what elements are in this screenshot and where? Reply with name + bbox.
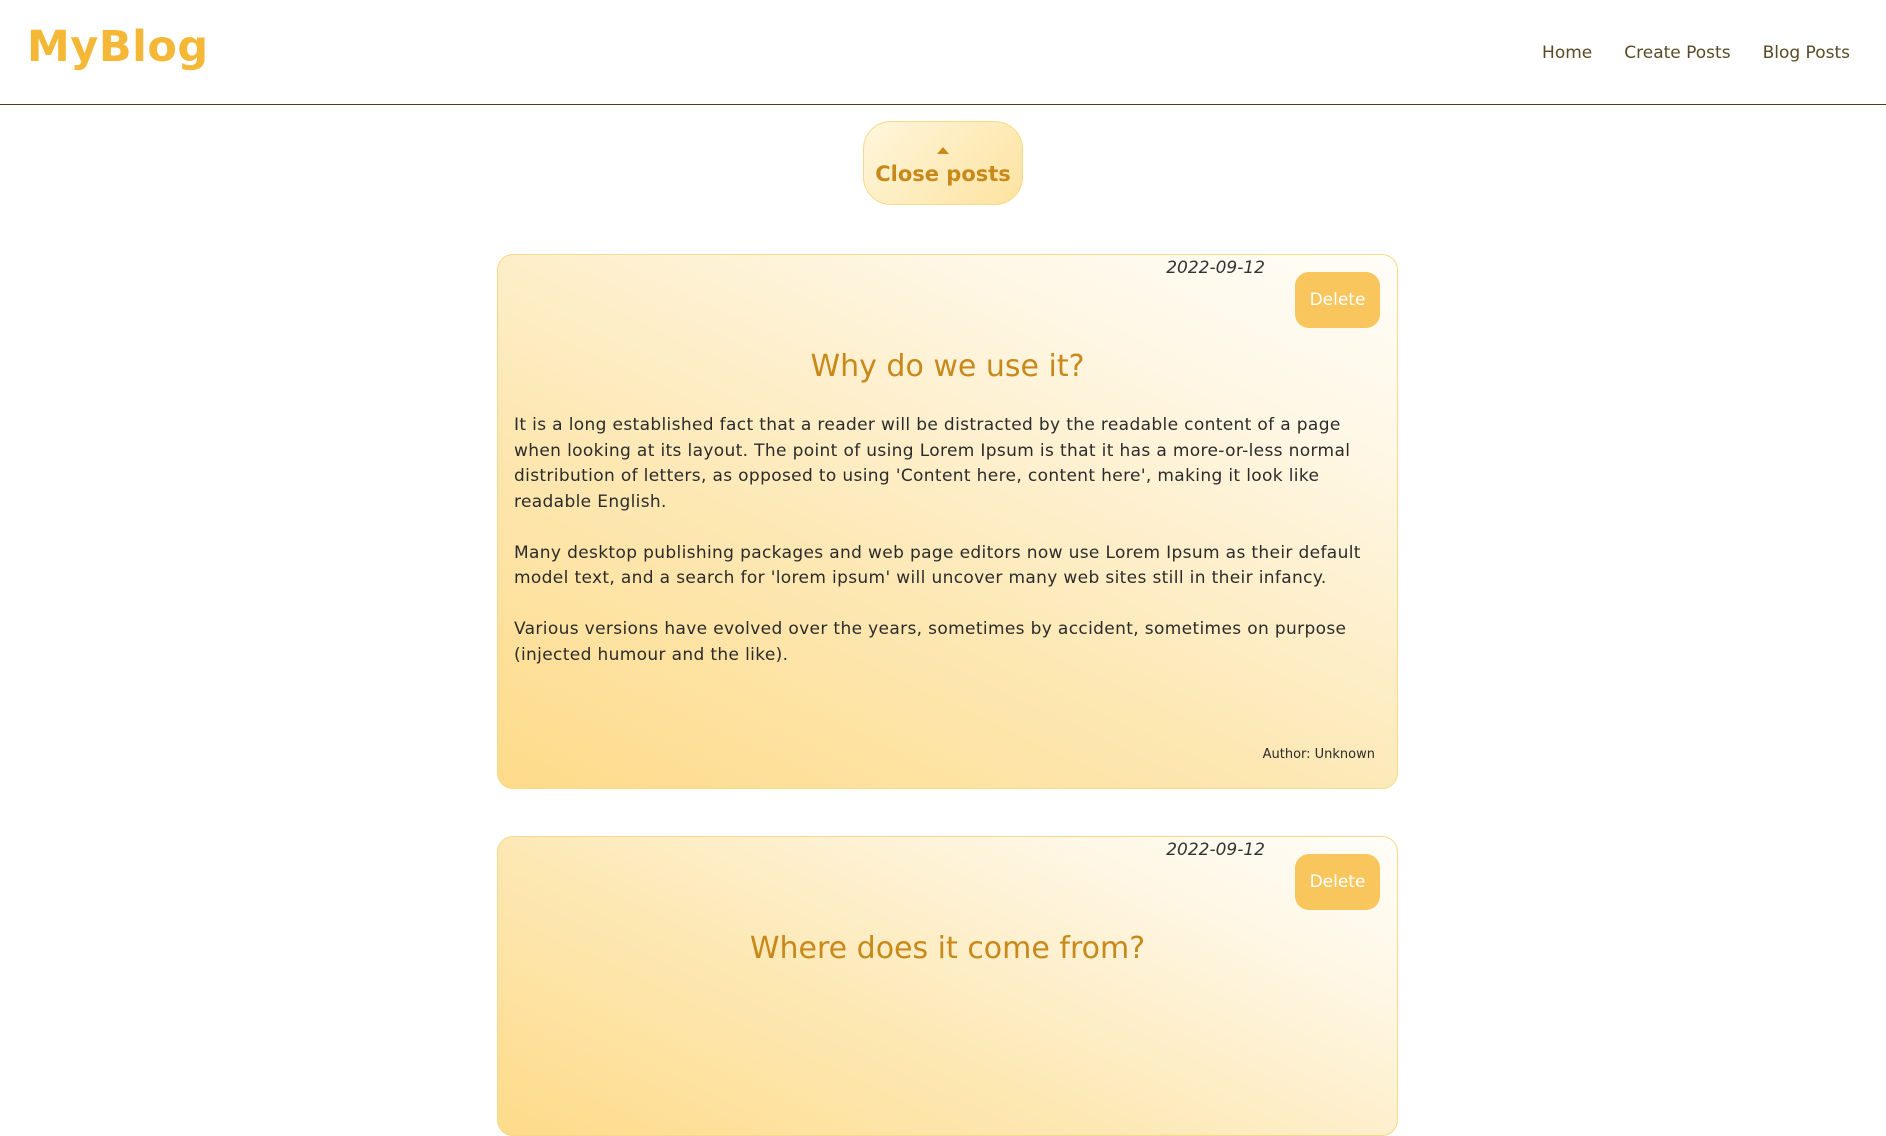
nav-home[interactable]: Home bbox=[1542, 43, 1593, 63]
delete-button[interactable]: Delete bbox=[1295, 854, 1380, 910]
close-posts-label: Close posts bbox=[875, 161, 1011, 186]
post-body bbox=[514, 413, 1381, 694]
toggle-container bbox=[0, 121, 1886, 205]
delete-button[interactable]: Delete bbox=[1295, 272, 1380, 328]
main-nav bbox=[1542, 43, 1850, 63]
post-title: Where does it come from? bbox=[749, 931, 1146, 966]
post-card bbox=[497, 254, 1398, 789]
post-paragraph: It is a long established fact that a reader will be distracted by the readable content of a page when looking at its layout. The point of using Lorem Ipsum is that it has a more-or-less normal distribution of letters, as opposed to using 'Content here, content here', making it look like readable English. bbox=[514, 415, 1351, 512]
caret-up-icon bbox=[937, 147, 949, 154]
post-paragraph: Many desktop publishing packages and web page editors now use Lorem Ipsum as their default model text, and a search for 'lorem ipsum' will uncover many web sites still in their infancy. bbox=[514, 542, 1361, 588]
close-posts-button[interactable] bbox=[863, 121, 1023, 205]
site-logo[interactable]: MyBlog bbox=[27, 22, 209, 72]
post-title: Why do we use it? bbox=[810, 349, 1085, 384]
nav-blog-posts[interactable]: Blog Posts bbox=[1762, 43, 1850, 63]
post-date: 2022-09-12 bbox=[1166, 840, 1265, 860]
nav-create-posts[interactable]: Create Posts bbox=[1624, 43, 1731, 63]
post-date: 2022-09-12 bbox=[1166, 258, 1265, 278]
post-paragraph: Various versions have evolved over the years, sometimes by accident, sometimes on purpose (injected humour and the like). bbox=[514, 619, 1347, 665]
site-header bbox=[0, 0, 1886, 105]
post-card bbox=[497, 836, 1398, 1136]
post-author: Author: Unknown bbox=[1262, 747, 1375, 762]
